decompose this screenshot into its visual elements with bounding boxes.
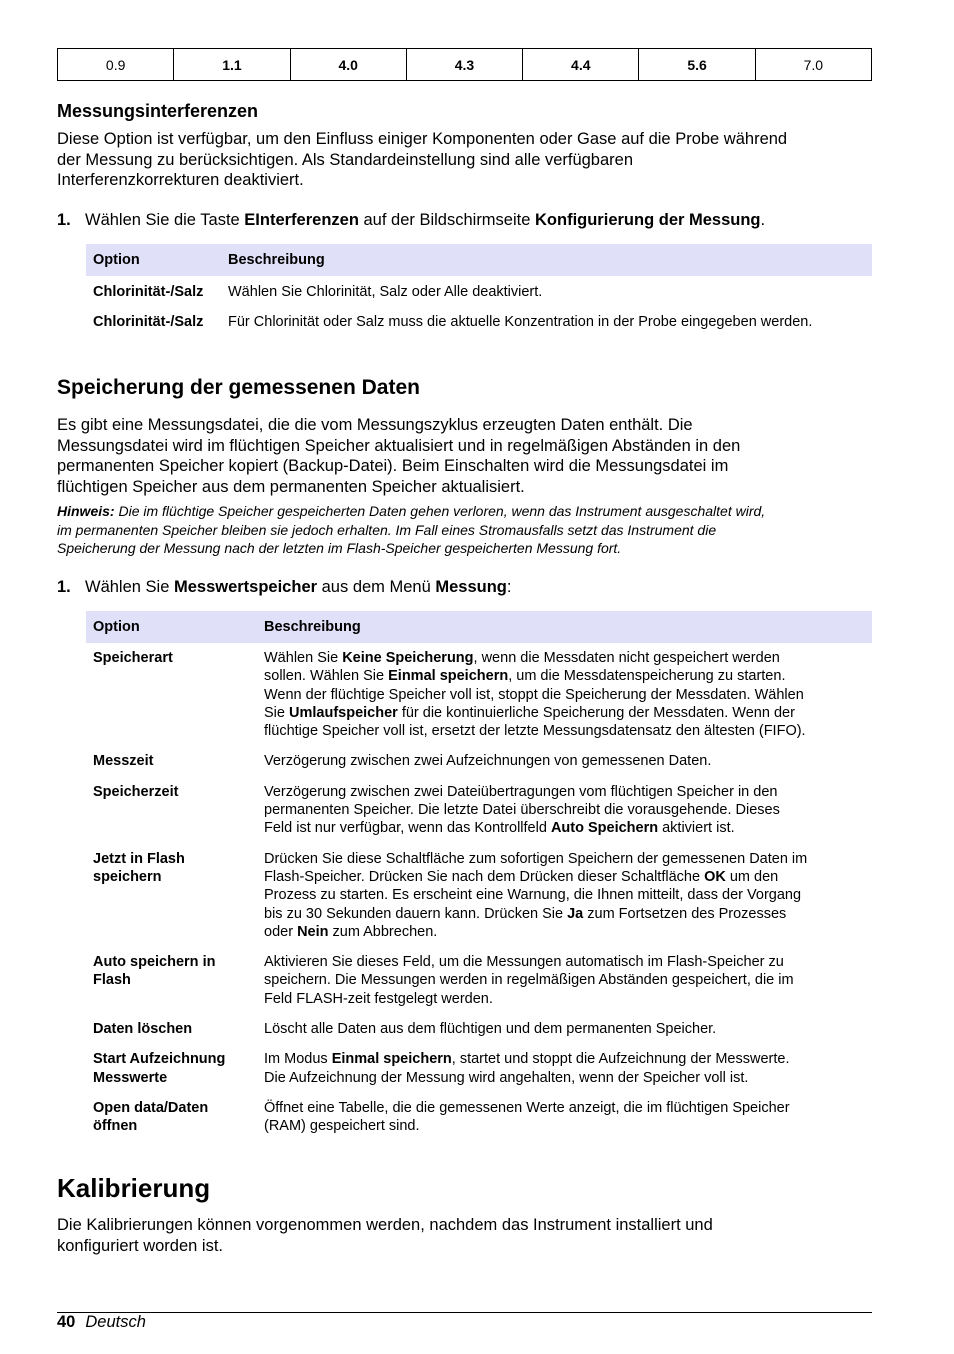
step-storage bbox=[57, 578, 511, 597]
description-line bbox=[264, 1069, 865, 1087]
text-segment: Feld ist nur verfügbar, wenn das Kontrollfeld bbox=[264, 820, 551, 837]
column-header-option: Option bbox=[86, 244, 221, 276]
text-segment: , startet und stoppt die Aufzeichnung der Messwerte. bbox=[451, 1051, 790, 1068]
text-line: Speicherung der Messung nach der letzten im Flash-Speicher gespeicherten Messung fort. bbox=[57, 540, 622, 556]
text-segment: , wenn die Messdaten nicht gespeichert werden bbox=[473, 650, 780, 666]
description-cell bbox=[257, 1044, 872, 1093]
step-text: auf der Bildschirmseite bbox=[358, 211, 535, 229]
description-line bbox=[264, 752, 865, 770]
table-row bbox=[86, 746, 872, 776]
column-header-description: Beschreibung bbox=[221, 244, 872, 276]
text-segment: zum Abbrechen. bbox=[328, 923, 438, 940]
option-label-line: Open data/Daten bbox=[93, 1099, 209, 1116]
interferences-option-table bbox=[86, 244, 872, 338]
table-row bbox=[86, 307, 872, 337]
text-line: Messungsdatei wird im flüchtigen Speicher aktualisiert und in regelmäßigen Abständen in den bbox=[57, 436, 741, 455]
description-line bbox=[264, 850, 865, 868]
ui-term: Einmal speichern bbox=[331, 1051, 452, 1068]
description-line bbox=[264, 886, 865, 904]
step-interferences bbox=[57, 211, 765, 230]
step-text: aus dem Menü bbox=[317, 578, 436, 596]
description-cell bbox=[257, 844, 872, 947]
description-line bbox=[264, 722, 865, 740]
text-line: konfiguriert worden ist. bbox=[57, 1236, 223, 1255]
text-line: Die Kalibrierungen können vorgenommen werden, nachdem das Instrument installiert und bbox=[57, 1216, 713, 1234]
text-segment: Prozess zu starten. Es erscheint eine Warnung, die Ihnen mitteilt, dass der Vorgang bbox=[264, 887, 802, 904]
value-cell: 0.9 bbox=[105, 56, 126, 73]
option-label-line: Speicherzeit bbox=[93, 783, 179, 800]
description-line bbox=[264, 990, 865, 1008]
footer-language: Deutsch bbox=[85, 1313, 146, 1331]
text-line: Die im flüchtige Speicher gespeicherten Daten gehen verloren, wenn das Instrument ausgeschaltet wird, bbox=[118, 503, 766, 519]
step-text: : bbox=[506, 578, 512, 596]
table-row bbox=[86, 1044, 872, 1093]
option-label-line: Flash bbox=[93, 972, 131, 989]
table-row bbox=[86, 643, 872, 746]
description-cell bbox=[257, 1014, 872, 1044]
step-ui-term: Messwertspeicher bbox=[173, 578, 318, 596]
ui-term: Umlaufspeicher bbox=[289, 704, 398, 721]
interferences-paragraph bbox=[57, 129, 877, 191]
table-header-row bbox=[86, 611, 872, 643]
text-segment: Drücken Sie diese Schaltfläche zum sofortigen Speichern der gemessenen Daten im bbox=[264, 850, 808, 867]
step-text: Wählen Sie bbox=[85, 578, 174, 596]
text-segment: um den bbox=[725, 868, 779, 885]
description-line bbox=[264, 704, 865, 722]
section-heading-interferences: Messungsinterferenzen bbox=[57, 101, 259, 121]
storage-note bbox=[57, 502, 897, 558]
text-segment: aktiviert ist. bbox=[658, 820, 735, 837]
option-label-line: Start Aufzeichnung bbox=[93, 1051, 226, 1068]
option-label-line: speichern bbox=[93, 868, 162, 885]
option-label-line: Messzeit bbox=[93, 753, 154, 770]
text-segment: für die kontinuierliche Speicherung der Messdaten. Wenn der bbox=[397, 704, 795, 721]
step-text: . bbox=[760, 211, 766, 229]
description-line bbox=[264, 819, 865, 837]
option-label-line: Auto speichern in bbox=[93, 954, 216, 971]
description-line bbox=[264, 667, 865, 685]
text-segment: Im Modus bbox=[264, 1051, 332, 1068]
option-label-line: Jetzt in Flash bbox=[93, 850, 185, 867]
option-cell bbox=[86, 1044, 257, 1093]
description-line bbox=[264, 649, 865, 667]
text-segment: bis zu 30 Sekunden dauern kann. Drücken Sie bbox=[264, 905, 568, 922]
text-line: im permanenten Speicher bleiben sie jedoch erhalten. Im Fall eines Stromausfalls setzt das Instrument die bbox=[57, 521, 717, 538]
text-segment: sollen. Wählen Sie bbox=[264, 668, 389, 685]
text-line: flüchtigen Speicher aus dem permanenten Speicher aktualisiert. bbox=[57, 477, 525, 496]
text-segment: speichern. Die Messungen werden in regelmäßigen Abständen gespeichert, die im bbox=[264, 972, 794, 989]
storage-paragraph bbox=[57, 415, 887, 497]
description-line bbox=[264, 923, 865, 941]
table-row bbox=[86, 276, 872, 307]
description-line bbox=[264, 1050, 865, 1068]
option-cell bbox=[86, 947, 257, 1014]
note-label: Hinweis: bbox=[57, 503, 115, 519]
table-row bbox=[86, 1093, 872, 1142]
step-ui-term: Messung bbox=[435, 578, 507, 596]
option-label-line: Daten löschen bbox=[93, 1021, 193, 1038]
description-line bbox=[264, 686, 865, 704]
step-text: Wählen Sie die Taste bbox=[85, 211, 245, 229]
option-cell: Chlorinität-/Salz bbox=[93, 314, 204, 331]
text-segment: Feld FLASH-zeit festgelegt werden. bbox=[264, 990, 493, 1007]
description-cell bbox=[257, 746, 872, 776]
text-segment: , um die Messdatenspeicherung zu starten. bbox=[508, 668, 786, 685]
option-cell bbox=[86, 777, 257, 844]
option-cell bbox=[86, 1093, 257, 1142]
description-line bbox=[264, 868, 865, 886]
text-segment: zum Fortsetzen des Prozesses bbox=[583, 905, 787, 922]
page-footer bbox=[57, 1313, 146, 1332]
description-line bbox=[264, 971, 865, 989]
text-line: der Messung zu berücksichtigen. Als Standardeinstellung sind alle verfügbaren bbox=[57, 150, 634, 169]
description-cell bbox=[257, 777, 872, 844]
ui-term: OK bbox=[704, 868, 726, 885]
option-cell bbox=[86, 643, 257, 746]
step-ui-term: EInterferenzen bbox=[244, 211, 359, 229]
value-cell: 1.1 bbox=[173, 49, 289, 80]
description-line bbox=[264, 1099, 865, 1117]
step-ui-term: Konfigurierung der Messung bbox=[535, 211, 761, 229]
option-label-line: öffnen bbox=[93, 1118, 138, 1135]
description-line bbox=[264, 953, 865, 971]
text-segment: (RAM) gespeichert sind. bbox=[264, 1118, 420, 1135]
option-cell: Chlorinität-/Salz bbox=[93, 284, 204, 300]
table-row bbox=[86, 947, 872, 1014]
step-number: 1. bbox=[57, 578, 71, 596]
ui-term: Keine Speicherung bbox=[342, 650, 474, 666]
section-heading-storage: Speicherung der gemessenen Daten bbox=[57, 376, 420, 399]
ui-term: Einmal speichern bbox=[388, 668, 509, 685]
option-label-line: Messwerte bbox=[93, 1069, 168, 1086]
value-cell: 4.3 bbox=[406, 49, 522, 80]
text-line: Diese Option ist verfügbar, um den Einfluss einiger Komponenten oder Gase auf die Probe während bbox=[57, 130, 788, 148]
value-cell: 4.0 bbox=[290, 49, 406, 80]
table-row bbox=[86, 844, 872, 947]
text-segment: permanenten Speicher. Die letzte Datei überschreibt die vorausgehende. Dieses bbox=[264, 802, 780, 819]
ui-term: Nein bbox=[297, 923, 329, 940]
value-cell: 5.6 bbox=[638, 49, 754, 80]
text-segment: Löscht alle Daten aus dem flüchtigen und dem permanenten Speicher. bbox=[264, 1021, 717, 1038]
description-line bbox=[264, 1020, 865, 1038]
value-cell: 4.4 bbox=[522, 49, 638, 80]
description-line bbox=[264, 783, 865, 801]
description-cell: Für Chlorinität oder Salz muss die aktuelle Konzentration in der Probe eingegeben werden. bbox=[228, 314, 813, 331]
section-heading-calibration: Kalibrierung bbox=[57, 1173, 211, 1203]
footer-rule bbox=[57, 1312, 872, 1313]
text-segment: Sie bbox=[264, 704, 289, 721]
text-line: permanenten Speicher kopiert (Backup-Datei). Beim Einschalten wird die Messungsdatei im bbox=[57, 457, 729, 475]
page-number: 40 bbox=[57, 1313, 76, 1331]
text-segment: flüchtige Speicher voll ist, ersetzt der letzte Messungsdatensatz den ältesten (FIFO). bbox=[264, 723, 806, 740]
text-line: Interferenzkorrekturen deaktiviert. bbox=[57, 171, 304, 189]
description-cell bbox=[257, 947, 872, 1014]
description-line bbox=[264, 1117, 865, 1135]
option-cell bbox=[86, 1014, 257, 1044]
description-line bbox=[264, 801, 865, 819]
table-header-row bbox=[86, 244, 872, 276]
value-row-table bbox=[57, 48, 872, 81]
description-cell bbox=[257, 643, 872, 746]
ui-term: Auto Speichern bbox=[550, 820, 659, 837]
table-row bbox=[86, 777, 872, 844]
text-segment: Die Aufzeichnung der Messung wird angehalten, wenn der Speicher voll ist. bbox=[264, 1069, 749, 1086]
description-cell bbox=[257, 1093, 872, 1142]
description-cell: Wählen Sie Chlorinität, Salz oder Alle deaktiviert. bbox=[228, 284, 543, 300]
text-segment: Wenn der flüchtige Speicher voll ist, stoppt die Speicherung der Messdaten. Wählen bbox=[264, 686, 804, 703]
option-cell bbox=[86, 844, 257, 947]
text-segment: Verzögerung zwischen zwei Dateiübertragungen vom flüchtigen Speicher in den bbox=[264, 783, 778, 800]
column-header-description: Beschreibung bbox=[257, 611, 872, 643]
text-segment: Flash-Speicher. Drücken Sie nach dem Drücken dieser Schaltfläche bbox=[264, 868, 705, 885]
ui-term: Ja bbox=[567, 905, 584, 922]
storage-option-table bbox=[86, 611, 872, 1142]
text-segment: Wählen Sie bbox=[264, 650, 343, 666]
text-segment: Aktivieren Sie dieses Feld, um die Messungen automatisch im Flash-Speicher zu bbox=[264, 954, 784, 971]
text-line: Es gibt eine Messungsdatei, die die vom Messungszyklus erzeugten Daten enthält. Die bbox=[57, 416, 693, 434]
step-number: 1. bbox=[57, 211, 71, 229]
column-header-option: Option bbox=[86, 611, 257, 643]
calibration-paragraph bbox=[57, 1215, 877, 1256]
text-segment: Öffnet eine Tabelle, die die gemessenen Werte anzeigt, die im flüchtigen Speicher bbox=[264, 1099, 790, 1116]
text-segment: oder bbox=[264, 923, 298, 940]
text-segment: Verzögerung zwischen zwei Aufzeichnungen von gemessenen Daten. bbox=[264, 753, 712, 770]
value-cell: 7.0 bbox=[755, 49, 871, 80]
table-row bbox=[86, 1014, 872, 1044]
option-label-line: Speicherart bbox=[93, 650, 173, 666]
description-line bbox=[264, 905, 865, 923]
option-cell bbox=[86, 746, 257, 776]
